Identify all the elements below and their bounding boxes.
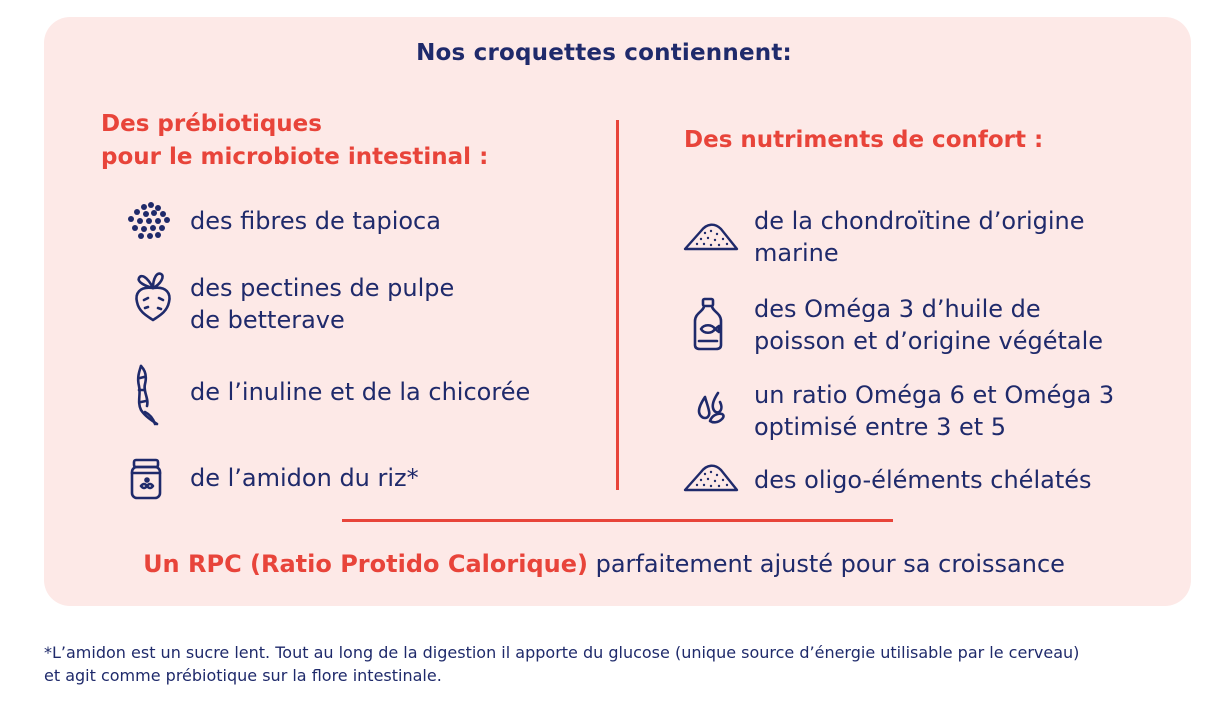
tapioca-pearls-icon: [126, 201, 174, 247]
bottom-statement: [0, 550, 1208, 578]
item-text-line2: marine: [754, 239, 839, 267]
oil-drops-icon: [696, 391, 726, 431]
chicory-root-icon: [133, 362, 163, 432]
page-title: Nos croquettes contiennent:: [416, 40, 792, 66]
beetroot-icon: [133, 272, 173, 328]
item-text-line2: de betterave: [190, 306, 345, 334]
fish-oil-bottle-icon: [692, 297, 724, 355]
item-text-line1: des pectines de pulpe: [190, 274, 455, 302]
horizontal-divider: [342, 519, 893, 522]
item-text-line1: un ratio Oméga 6 et Oméga 3: [754, 381, 1115, 409]
item-text-line1: des Oméga 3 d’huile de: [754, 295, 1041, 323]
powder-pile-icon: [683, 464, 739, 498]
left-column-heading: [101, 108, 488, 174]
footnote-line2: et agit comme prébiotique sur la flore intestinale.: [44, 666, 442, 685]
item-text-line2: poisson et d’origine végétale: [754, 327, 1104, 355]
item-text-line1: de la chondroïtine d’origine: [754, 207, 1085, 235]
item-text: de l’amidon du riz*: [190, 464, 419, 492]
item-text: des fibres de tapioca: [190, 207, 441, 235]
powder-pile-icon: [683, 221, 739, 255]
item-text: des oligo-éléments chélatés: [754, 466, 1092, 494]
left-heading-line1: Des prébiotiques: [101, 111, 322, 137]
item-text-line2: optimisé entre 3 et 5: [754, 413, 1007, 441]
rpc-description: parfaitement ajusté pour sa croissance: [587, 550, 1065, 578]
rpc-highlight: Un RPC (Ratio Protido Calorique): [143, 550, 588, 578]
right-column-heading: Des nutriments de confort :: [684, 127, 1044, 153]
footnote: [44, 641, 1194, 687]
item-text: de l’inuline et de la chicorée: [190, 378, 531, 406]
rice-jar-icon: [129, 458, 163, 504]
vertical-divider: [616, 120, 619, 490]
left-heading-line2: pour le microbiote intestinal :: [101, 144, 489, 170]
footnote-line1: *L’amidon est un sucre lent. Tout au long de la digestion il apporte du glucose (unique source d’énergie utilisable par le cerveau): [44, 643, 1080, 662]
